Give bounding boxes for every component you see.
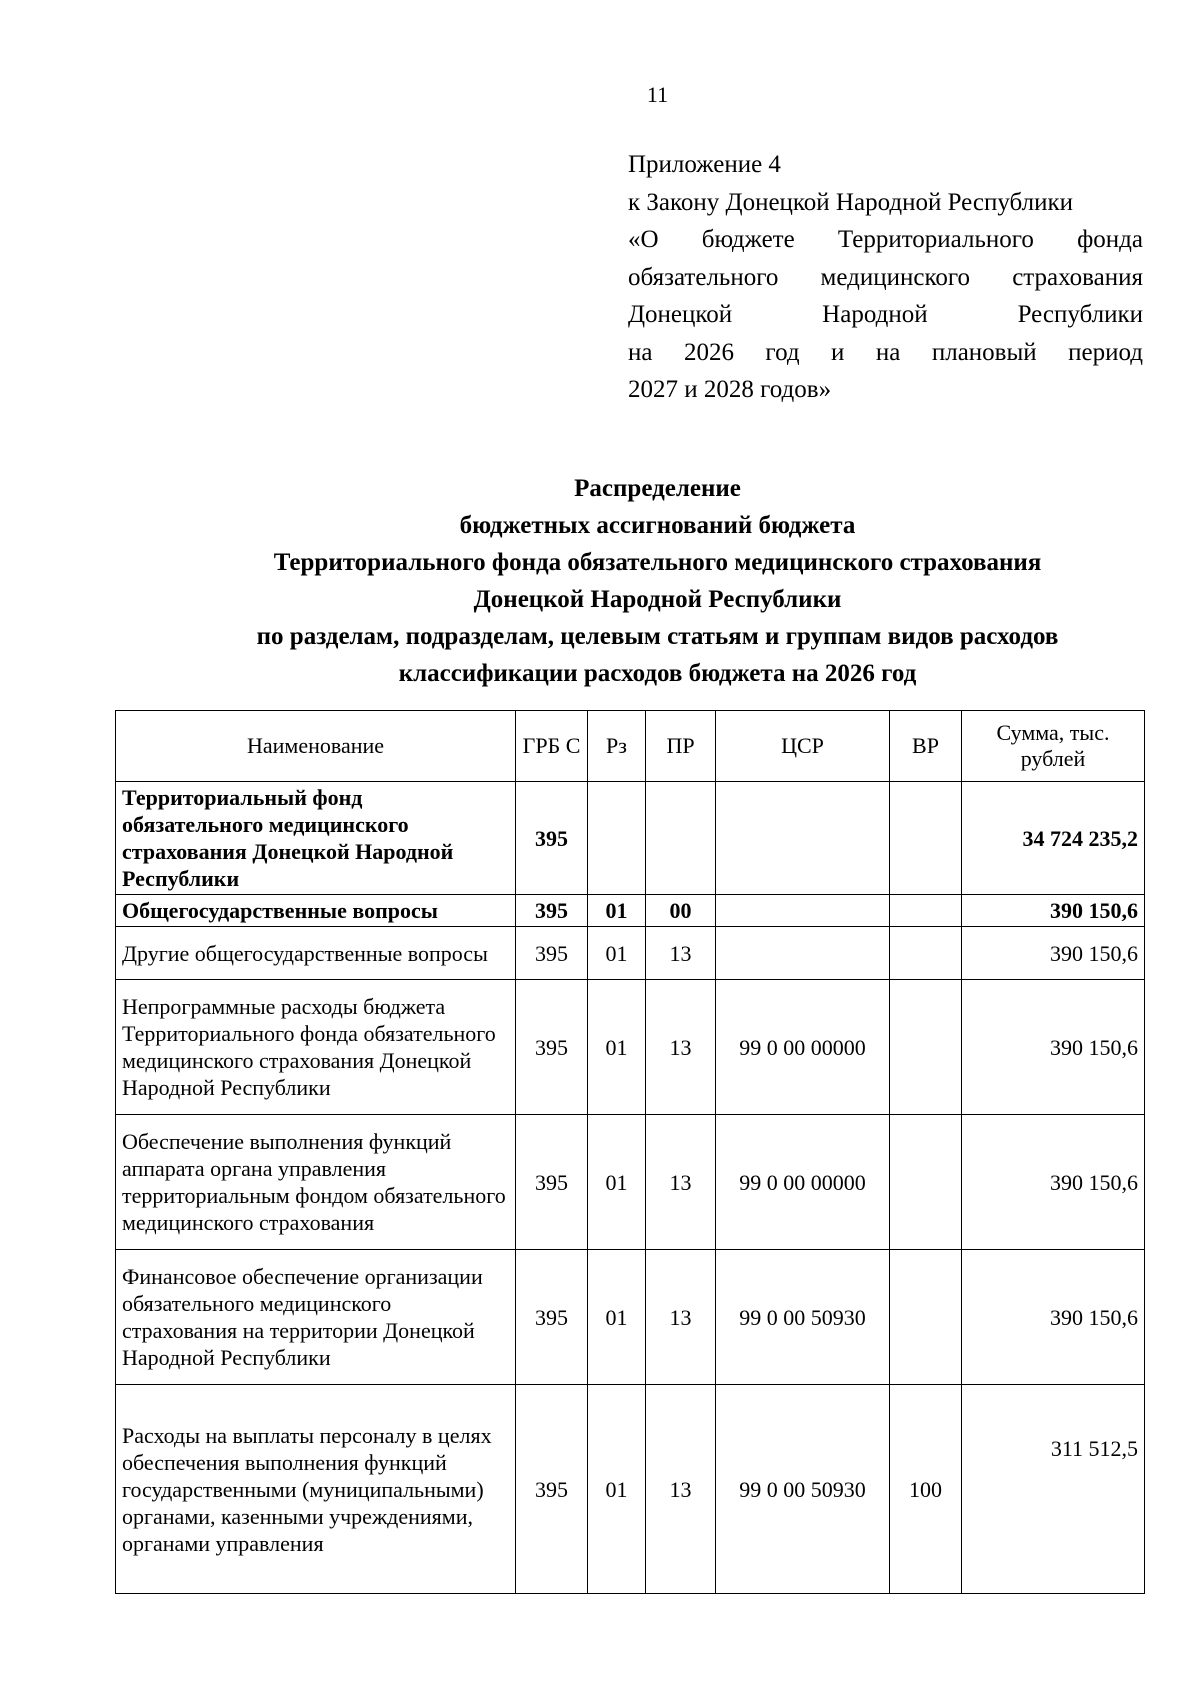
cell-csr xyxy=(716,895,890,927)
table-row xyxy=(116,1385,1145,1594)
cell-name: Расходы на выплаты персоналу в целях обеспечения выполнения функций государственными (муниципальными) органами, казенными учреждениями, органами управления xyxy=(116,1385,516,1594)
cell-rz xyxy=(588,782,646,895)
appendix-line: обязательного медицинского страхования xyxy=(628,263,1143,291)
cell-vr xyxy=(890,1250,962,1385)
cell-sum: 311 512,5 xyxy=(962,1385,1145,1594)
title-line: Территориального фонда обязательного медицинского страхования xyxy=(273,549,1042,576)
cell-vr xyxy=(890,927,962,980)
cell-pr: 13 xyxy=(646,980,716,1115)
cell-csr: 99 0 00 00000 xyxy=(716,980,890,1115)
header-grbs: ГРБ С xyxy=(516,711,588,782)
cell-pr: 13 xyxy=(646,927,716,980)
cell-name: Общегосударственные вопросы xyxy=(116,895,516,927)
page-number: 11 xyxy=(646,82,669,107)
cell-rz: 01 xyxy=(588,927,646,980)
title-line: классификации расходов бюджета на 2026 год xyxy=(398,660,917,687)
cell-pr: 13 xyxy=(646,1250,716,1385)
budget-table xyxy=(115,710,1145,1594)
appendix-line: Донецкой Народной Республики xyxy=(628,301,1143,328)
cell-grbs: 395 xyxy=(516,895,588,927)
cell-sum: 390 150,6 xyxy=(962,1250,1145,1385)
cell-pr xyxy=(646,782,716,895)
appendix-line: «О бюджете Территориального фонда xyxy=(628,226,1143,253)
cell-vr xyxy=(890,895,962,927)
table-header-row xyxy=(116,711,1145,782)
title-line: Распределение xyxy=(574,475,741,502)
cell-csr xyxy=(716,782,890,895)
cell-pr: 13 xyxy=(646,1115,716,1250)
cell-vr: 100 xyxy=(890,1385,962,1594)
title-line: Донецкой Народной Республики xyxy=(473,586,842,613)
appendix-note xyxy=(628,146,1143,409)
cell-csr: 99 0 00 50930 xyxy=(716,1250,890,1385)
cell-sum: 390 150,6 xyxy=(962,927,1145,980)
cell-sum: 390 150,6 xyxy=(962,980,1145,1115)
header-csr: ЦСР xyxy=(716,711,890,782)
document-title xyxy=(120,470,1195,692)
title-line: по разделам, подразделам, целевым статьям и группам видов расходов xyxy=(256,623,1059,650)
cell-csr: 99 0 00 00000 xyxy=(716,1115,890,1250)
cell-csr: 99 0 00 50930 xyxy=(716,1385,890,1594)
cell-name: Другие общегосударственные вопросы xyxy=(116,927,516,980)
cell-pr: 13 xyxy=(646,1385,716,1594)
appendix-line: Приложение 4 xyxy=(628,151,781,178)
header-sum: Сумма, тыс. рублей xyxy=(962,711,1145,782)
title-line: бюджетных ассигнований бюджета xyxy=(459,512,856,539)
table-row xyxy=(116,1115,1145,1250)
cell-sum: 390 150,6 xyxy=(962,895,1145,927)
cell-vr xyxy=(890,782,962,895)
cell-name: Непрограммные расходы бюджета Территориального фонда обязательного медицинского страхования Донецкой Народной Республики xyxy=(116,980,516,1115)
table-row xyxy=(116,782,1145,895)
appendix-line: 2027 и 2028 годов» xyxy=(628,376,832,403)
cell-grbs: 395 xyxy=(516,1250,588,1385)
cell-csr xyxy=(716,927,890,980)
cell-rz: 01 xyxy=(588,895,646,927)
cell-rz: 01 xyxy=(588,1385,646,1594)
cell-grbs: 395 xyxy=(516,980,588,1115)
table-row xyxy=(116,1250,1145,1385)
cell-grbs: 395 xyxy=(516,927,588,980)
table-row xyxy=(116,927,1145,980)
cell-name: Обеспечение выполнения функций аппарата органа управления территориальным фондом обязательного медицинского страхования xyxy=(116,1115,516,1250)
cell-grbs: 395 xyxy=(516,1385,588,1594)
cell-rz: 01 xyxy=(588,980,646,1115)
cell-pr: 00 xyxy=(646,895,716,927)
header-rz: Рз xyxy=(588,711,646,782)
table-row xyxy=(116,980,1145,1115)
cell-vr xyxy=(890,1115,962,1250)
cell-sum: 34 724 235,2 xyxy=(962,782,1145,895)
cell-vr xyxy=(890,980,962,1115)
cell-name: Территориальный фонд обязательного медицинского страхования Донецкой Народной Республики xyxy=(116,782,516,895)
header-pr: ПР xyxy=(646,711,716,782)
cell-rz: 01 xyxy=(588,1250,646,1385)
header-vr: ВР xyxy=(890,711,962,782)
appendix-line: к Закону Донецкой Народной Республики xyxy=(628,188,1074,216)
cell-grbs: 395 xyxy=(516,782,588,895)
cell-grbs: 395 xyxy=(516,1115,588,1250)
cell-name: Финансовое обеспечение организации обязательного медицинского страхования на территории Донецкой Народной Республики xyxy=(116,1250,516,1385)
table-row xyxy=(116,895,1145,927)
header-name: Наименование xyxy=(116,711,516,782)
cell-sum: 390 150,6 xyxy=(962,1115,1145,1250)
cell-rz: 01 xyxy=(588,1115,646,1250)
appendix-line: на 2026 год и на плановый период xyxy=(628,338,1143,366)
